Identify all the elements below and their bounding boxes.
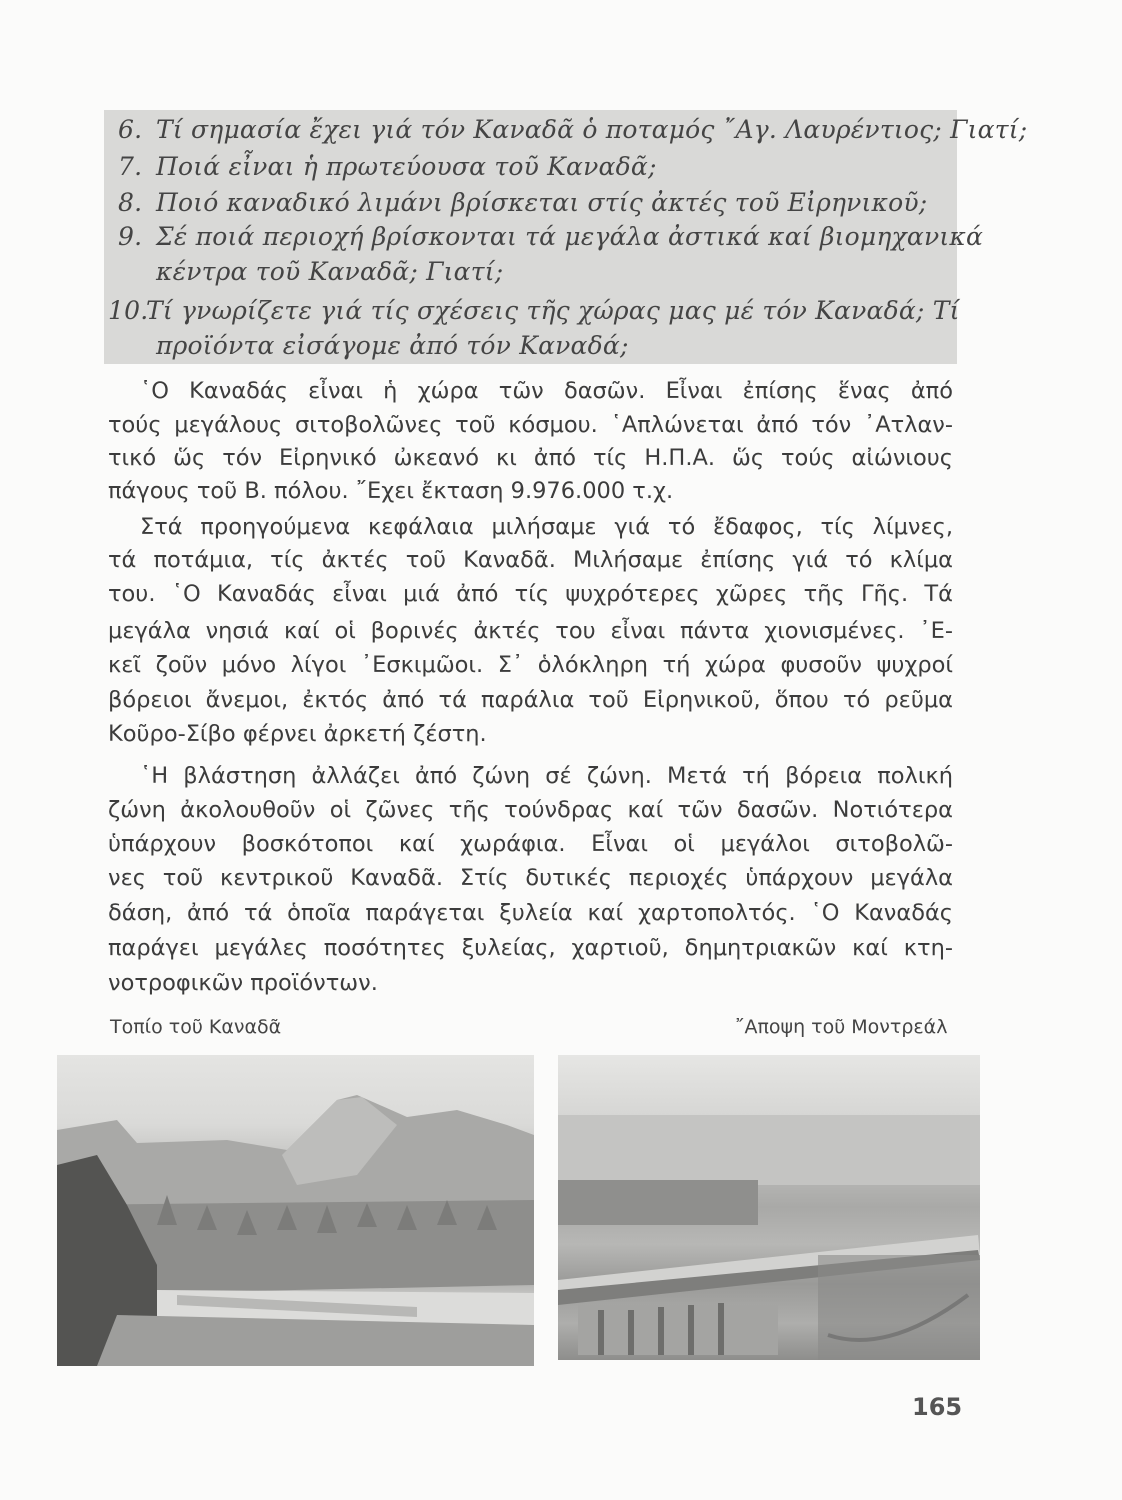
question-text: Τί σημασία ἔχει γιά τόν Καναδᾶ ὁ ποταμός ῎Αγ. Λαυρέντιος; Γιατί; <box>156 115 1028 144</box>
paragraph-1-line: ῾Ο Καναδάς εἶναι ἡ χώρα τῶν δασῶν. Εἶναι ἐπίσης ἕνας ἀπό <box>140 378 953 404</box>
caption-landscape: Τοπίο τοῦ Καναδᾶ <box>110 1016 282 1038</box>
page-number: 165 <box>912 1393 963 1421</box>
question-7 <box>118 152 657 181</box>
paragraph-2-line: τά ποτάμια, τίς ἀκτές τοῦ Καναδᾶ. Μιλήσαμε ἐπίσης γιά τό κλίμα <box>108 547 953 573</box>
paragraph-1-line: τούς μεγάλους σιτοβολῶνες τοῦ κόσμου. ῾Απλώνεται ἀπό τόν ᾿Ατλαν- <box>108 412 953 438</box>
paragraph-3-line: νοτροφικῶν προϊόντων. <box>108 970 378 996</box>
question-9-continuation: κέντρα τοῦ Καναδᾶ; Γιατί; <box>156 257 504 286</box>
question-text: Τί γνωρίζετε γιά τίς σχέσεις τῆς χώρας μας μέ τόν Καναδά; Τί <box>146 296 960 325</box>
caption-montreal: ῎Αποψη τοῦ Μοντρεάλ <box>735 1016 948 1038</box>
paragraph-3-line: παράγει μεγάλες ποσότητες ξυλείας, χαρτιοῦ, δημητριακῶν καί κτη- <box>108 935 953 961</box>
paragraph-3-line: δάση, ἀπό τά ὁποῖα παράγεται ξυλεία καί χαρτοπολτός. ῾Ο Καναδάς <box>108 900 953 926</box>
paragraph-2-line: Στά προηγούμενα κεφάλαια μιλήσαμε γιά τό ἔδαφος, τίς λίμνες, <box>140 514 953 540</box>
paragraph-3-line: ὑπάρχουν βοσκότοποι καί χωράφια. Εἶναι οἱ μεγάλοι σιτοβολῶ- <box>108 831 953 857</box>
question-text: Σέ ποιά περιοχή βρίσκονται τά μεγάλα ἀστικά καί βιομηχανικά <box>156 222 984 251</box>
question-number: 10. <box>108 296 149 325</box>
paragraph-2-line: μεγάλα νησιά καί οἱ βορινές ἀκτές του εἶναι πάντα χιονισμένες. ᾿Ε- <box>108 618 953 644</box>
question-10 <box>108 296 960 325</box>
question-number: 9. <box>118 222 143 251</box>
question-10-continuation: προϊόντα εἰσάγομε ἀπό τόν Καναδά; <box>156 331 629 360</box>
photo-canada-landscape <box>57 1055 534 1366</box>
aerial-city-image <box>558 1055 980 1360</box>
mountain-landscape-image <box>57 1055 534 1366</box>
question-text: Ποιό καναδικό λιμάνι βρίσκεται στίς ἀκτές τοῦ Εἰρηνικοῦ; <box>156 188 928 217</box>
photo-montreal-aerial <box>558 1055 980 1360</box>
paragraph-2-line: του. ῾Ο Καναδάς εἶναι μιά ἀπό τίς ψυχρότερες χῶρες τῆς Γῆς. Τά <box>108 581 953 607</box>
question-number: 6. <box>118 115 143 144</box>
paragraph-1-line: πάγους τοῦ Β. πόλου. ῎Εχει ἔκταση 9.976.000 τ.χ. <box>108 478 674 504</box>
question-number: 8. <box>118 188 143 217</box>
question-number: 7. <box>118 152 143 181</box>
question-9 <box>118 222 983 251</box>
paragraph-1-line: τικό ὥς τόν Εἰρηνικό ὠκεανό κι ἀπό τίς Η.Π.Α. ὥς τούς αἰώνιους <box>108 445 953 471</box>
paragraph-3-line: ῾Η βλάστηση ἀλλάζει ἀπό ζώνη σέ ζώνη. Μετά τή βόρεια πολική <box>140 763 953 789</box>
question-text: Ποιά εἶναι ἡ πρωτεύουσα τοῦ Καναδᾶ; <box>156 152 657 181</box>
question-6 <box>118 115 1027 144</box>
paragraph-2-line: κεῖ ζοῦν μόνο λίγοι ᾿Εσκιμῶοι. Σ᾿ ὁλόκληρη τή χώρα φυσοῦν ψυχροί <box>108 652 953 678</box>
paragraph-3-line: ζώνη ἀκολουθοῦν οἱ ζῶνες τῆς τούνδρας καί τῶν δασῶν. Νοτιότερα <box>108 797 953 823</box>
paragraph-3-line: νες τοῦ κεντρικοῦ Καναδᾶ. Στίς δυτικές περιοχές ὑπάρχουν μεγάλα <box>108 865 953 891</box>
question-8 <box>118 188 927 217</box>
paragraph-2-line: βόρειοι ἄνεμοι, ἐκτός ἀπό τά παράλια τοῦ Εἰρηνικοῦ, ὅπου τό ρεῦμα <box>108 687 953 713</box>
paragraph-2-line: Κοῦρο-Σίβο φέρνει ἀρκετή ζέστη. <box>108 721 487 747</box>
